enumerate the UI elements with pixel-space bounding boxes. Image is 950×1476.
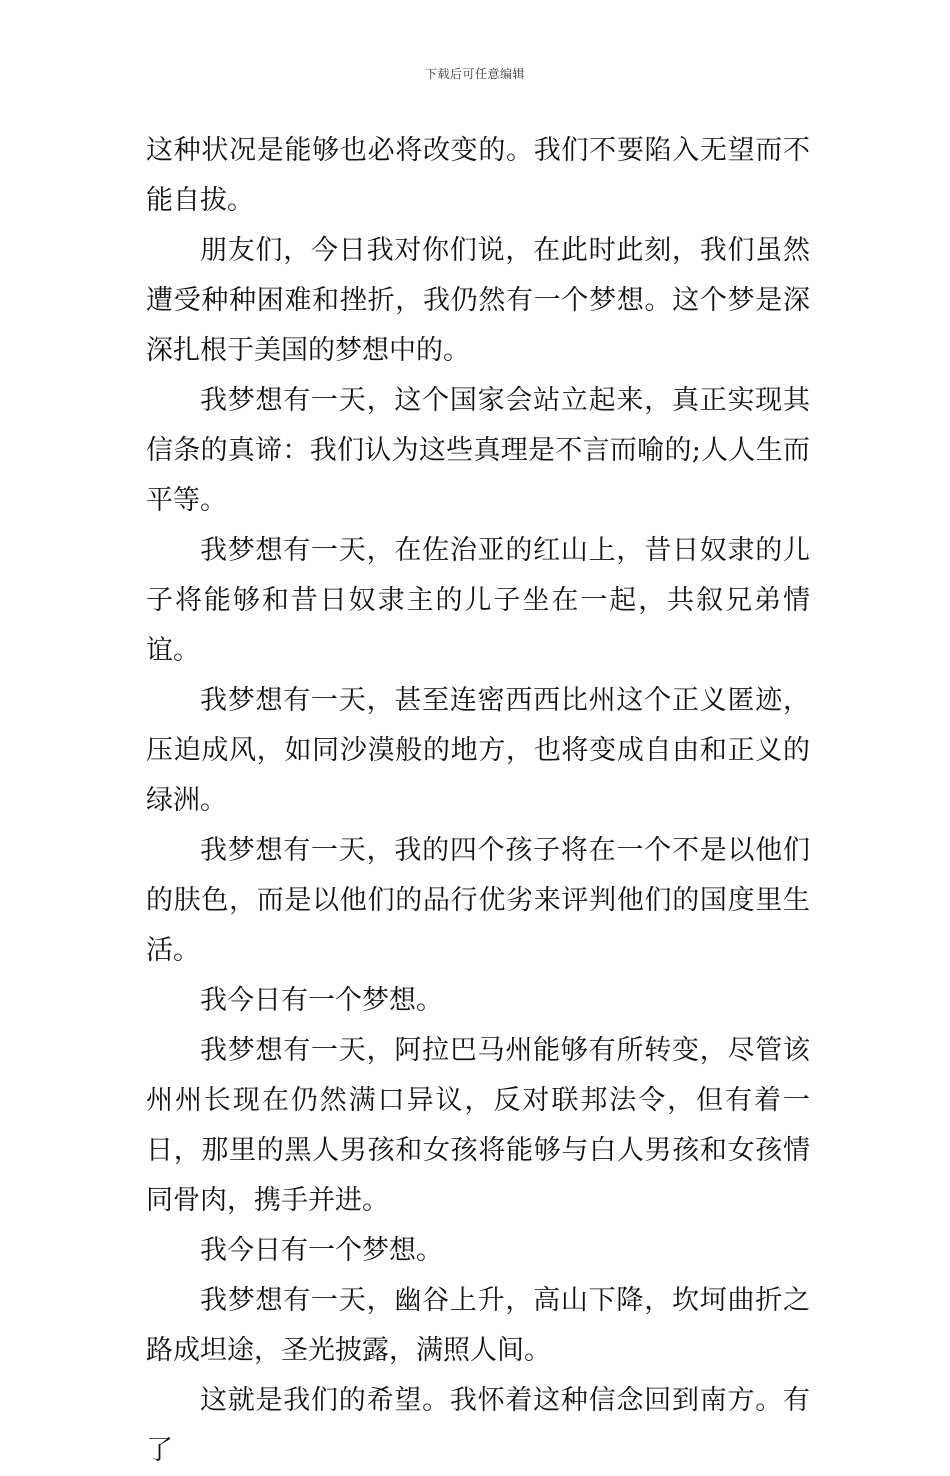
paragraph: 朋友们，今日我对你们说，在此时此刻，我们虽然遭受种种困难和挫折，我仍然有一个梦想。这个梦是深深扎根于美国的梦想中的。: [146, 235, 810, 366]
document-body: [146, 126, 810, 1476]
paragraph: 我梦想有一天，我的四个孩子将在一个不是以他们的肤色，而是以他们的品行优劣来评判他们的国度里生活。: [146, 835, 810, 966]
page-header: 下载后可任意编辑: [424, 67, 525, 81]
paragraph: 这就是我们的希望。我怀着这种信念回到南方。有了: [146, 1385, 810, 1466]
paragraph: 我梦想有一天，甚至连密西西比州这个正义匿迹，压迫成风，如同沙漠般的地方，也将变成自由和正义的绿洲。: [146, 685, 810, 816]
paragraph: 我梦想有一天，在佐治亚的红山上，昔日奴隶的儿子将能够和昔日奴隶主的儿子坐在一起，共叙兄弟情谊。: [146, 535, 810, 666]
paragraph: 我梦想有一天，幽谷上升，高山下降，坎坷曲折之路成坦途，圣光披露，满照人间。: [146, 1285, 810, 1366]
paragraph: 我梦想有一天，阿拉巴马州能够有所转变，尽管该州州长现在仍然满口异议，反对联邦法令，但有着一日，那里的黑人男孩和女孩将能够与白人男孩和女孩情同骨肉，携手并进。: [146, 1035, 810, 1216]
paragraph: 这种状况是能够也必将改变的。我们不要陷入无望而不能自拔。: [146, 135, 810, 216]
paragraph: 我梦想有一天，这个国家会站立起来，真正实现其信条的真谛：我们认为这些真理是不言而喻的;人人生而平等。: [146, 385, 810, 516]
paragraph: 我今日有一个梦想。: [200, 985, 443, 1016]
paragraph: 我今日有一个梦想。: [200, 1235, 443, 1266]
